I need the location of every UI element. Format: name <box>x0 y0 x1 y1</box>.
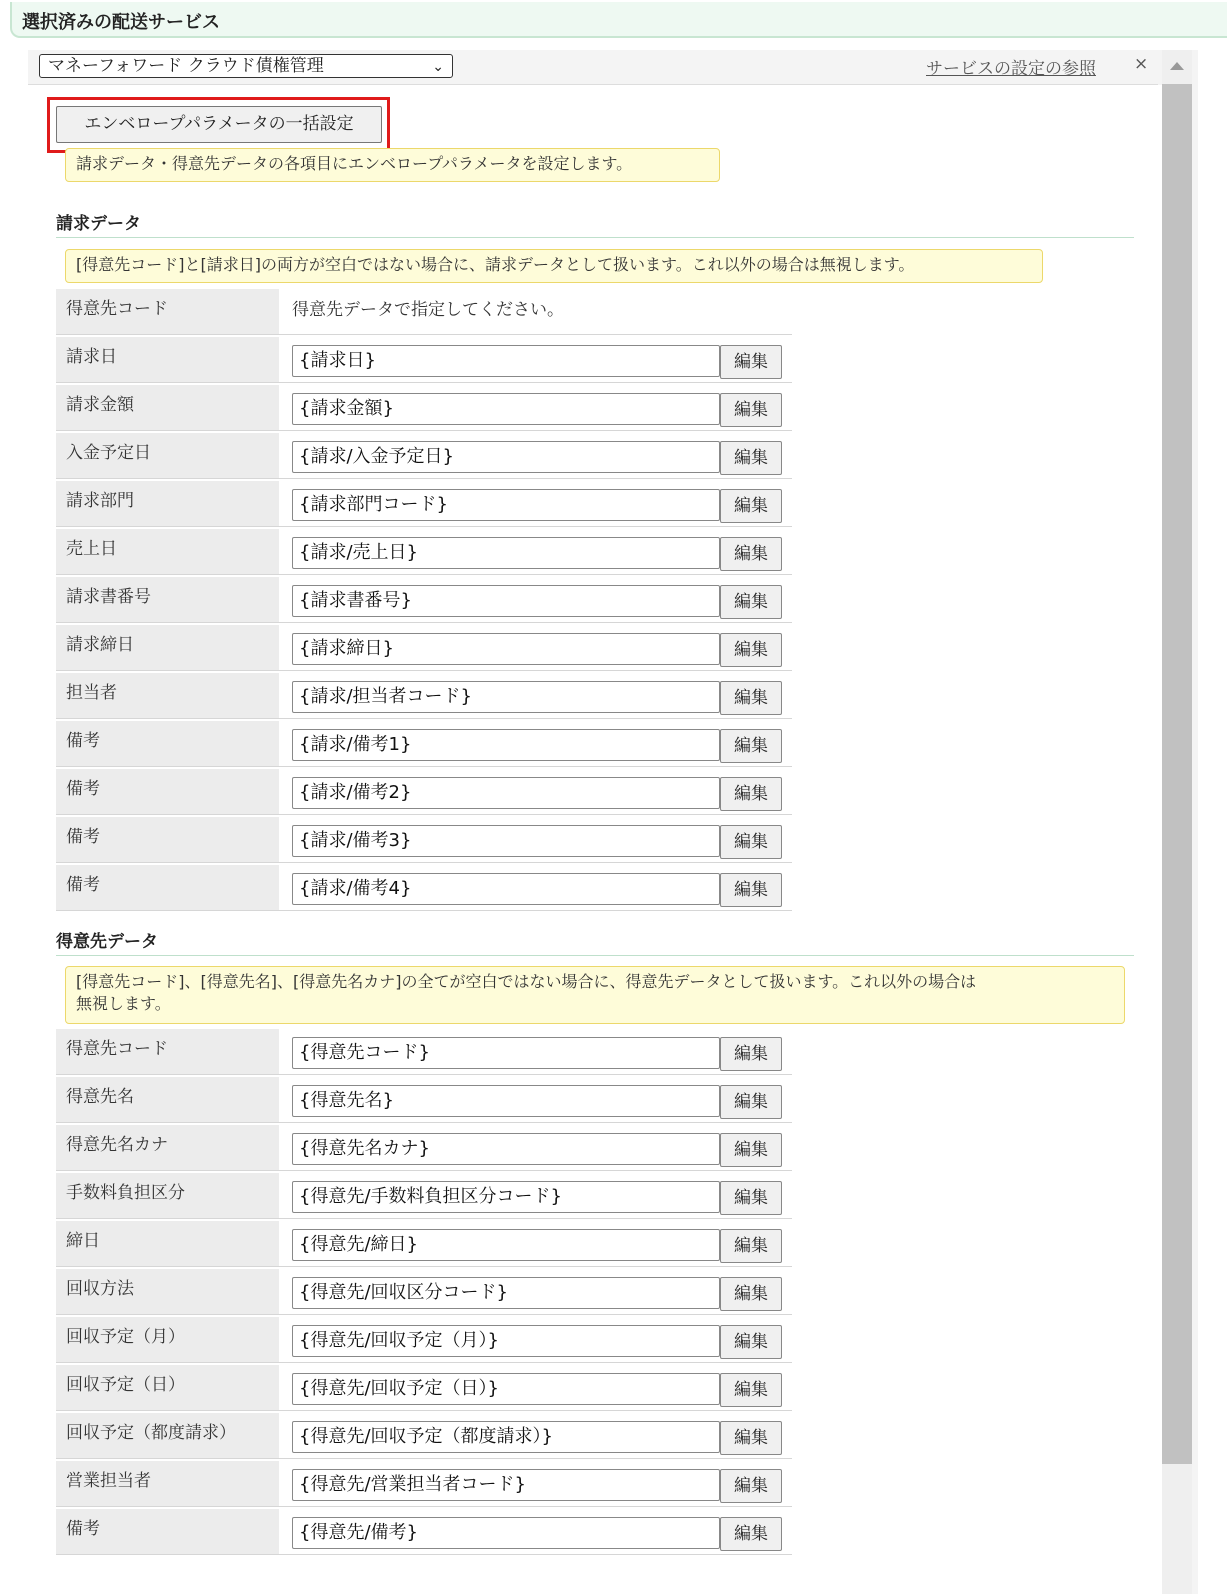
parameter-input[interactable]: {得意先/手数料負担区分コード} <box>292 1181 720 1213</box>
row-label: 得意先名 <box>56 1077 279 1122</box>
parameter-input[interactable]: {得意先/営業担当者コード} <box>292 1469 720 1501</box>
parameter-input[interactable]: {得意先コード} <box>292 1037 720 1069</box>
edit-button[interactable]: 編集 <box>720 1325 782 1359</box>
edit-button[interactable]: 編集 <box>720 1373 782 1407</box>
row-label: 売上日 <box>56 529 279 574</box>
row-label: 回収予定（都度請求） <box>56 1413 279 1458</box>
parameter-input[interactable]: {請求部門コード} <box>292 489 720 521</box>
scrollbar-thumb[interactable] <box>1162 84 1192 1464</box>
table-row <box>56 289 792 335</box>
invoice-heading: 請求データ <box>56 214 141 234</box>
table-row <box>56 577 792 623</box>
parameter-input[interactable]: {請求/備考4} <box>292 873 720 905</box>
parameter-input[interactable]: {請求/担当者コード} <box>292 681 720 713</box>
edit-button[interactable]: 編集 <box>720 1085 782 1119</box>
close-icon[interactable]: × <box>1134 54 1149 74</box>
edit-button[interactable]: 編集 <box>720 681 782 715</box>
customer-heading-divider <box>56 955 1134 956</box>
row-label: 備考 <box>56 721 279 766</box>
customer-note-line1: [得意先コード]、[得意先名]、[得意先名カナ]の全てが空白ではない場合に、得意先データとして扱います。これ以外の場合は <box>76 972 977 991</box>
edit-button[interactable]: 編集 <box>720 777 782 811</box>
customer-note-line2: 無視します。 <box>76 994 171 1013</box>
section-title: 選択済みの配送サービス <box>22 12 220 33</box>
parameter-input[interactable]: {請求/備考3} <box>292 825 720 857</box>
row-label: 締日 <box>56 1221 279 1266</box>
table-row <box>56 481 792 527</box>
scrollbar[interactable] <box>1162 50 1192 1594</box>
parameter-input[interactable]: {請求/売上日} <box>292 537 720 569</box>
table-row <box>56 673 792 719</box>
table-row <box>56 865 792 911</box>
bulk-envelope-button[interactable]: エンベロープパラメータの一括設定 <box>56 106 382 143</box>
customer-heading: 得意先データ <box>56 932 158 952</box>
edit-button[interactable]: 編集 <box>720 441 782 475</box>
table-row <box>56 1461 792 1507</box>
parameter-input[interactable]: {得意先名} <box>292 1085 720 1117</box>
edit-button[interactable]: 編集 <box>720 537 782 571</box>
row-label: 請求締日 <box>56 625 279 670</box>
edit-button[interactable]: 編集 <box>720 585 782 619</box>
service-settings-link[interactable]: サービスの設定の参照 <box>926 59 1096 79</box>
parameter-input[interactable]: {得意先/備考} <box>292 1517 720 1549</box>
table-row <box>56 1029 792 1075</box>
row-label: 備考 <box>56 1509 279 1554</box>
edit-button[interactable]: 編集 <box>720 489 782 523</box>
service-select[interactable] <box>39 54 453 78</box>
parameter-input[interactable]: {得意先/回収予定（月）} <box>292 1325 720 1357</box>
table-row <box>56 817 792 863</box>
table-row <box>56 769 792 815</box>
section-header <box>10 2 1227 38</box>
table-row <box>56 1077 792 1123</box>
row-label: 営業担当者 <box>56 1461 279 1506</box>
edit-button[interactable]: 編集 <box>720 1469 782 1503</box>
edit-button[interactable]: 編集 <box>720 1229 782 1263</box>
table-row <box>56 1269 792 1315</box>
scroll-up-icon[interactable] <box>1170 62 1184 70</box>
table-row <box>56 385 792 431</box>
table-row <box>56 1413 792 1459</box>
parameter-input[interactable]: {得意先/締日} <box>292 1229 720 1261</box>
row-label: 請求書番号 <box>56 577 279 622</box>
edit-button[interactable]: 編集 <box>720 393 782 427</box>
parameter-input[interactable]: {請求書番号} <box>292 585 720 617</box>
row-label: 請求部門 <box>56 481 279 526</box>
table-row <box>56 625 792 671</box>
customer-note <box>65 966 1125 1024</box>
invoice-heading-divider <box>56 237 1134 238</box>
table-row <box>56 529 792 575</box>
chevron-down-icon: ⌄ <box>432 59 444 75</box>
row-label: 得意先コード <box>56 289 279 334</box>
edit-button[interactable]: 編集 <box>720 1181 782 1215</box>
parameter-input[interactable]: {請求締日} <box>292 633 720 665</box>
edit-button[interactable]: 編集 <box>720 1277 782 1311</box>
row-label: 手数料負担区分 <box>56 1173 279 1218</box>
edit-button[interactable]: 編集 <box>720 633 782 667</box>
edit-button[interactable]: 編集 <box>720 1421 782 1455</box>
parameter-input[interactable]: {請求/備考1} <box>292 729 720 761</box>
parameter-input[interactable]: {得意先/回収予定（都度請求）} <box>292 1421 720 1453</box>
parameter-input[interactable]: {請求日} <box>292 345 720 377</box>
edit-button[interactable]: 編集 <box>720 345 782 379</box>
row-label: 得意先コード <box>56 1029 279 1074</box>
service-select-value: マネーフォワード クラウド債権管理 <box>48 56 324 76</box>
table-row <box>56 1173 792 1219</box>
edit-button[interactable]: 編集 <box>720 729 782 763</box>
row-label: 備考 <box>56 817 279 862</box>
invoice-note: [得意先コード]と[請求日]の両方が空白ではない場合に、請求データとして扱います。これ以外の場合は無視します。 <box>65 249 1043 283</box>
parameter-input[interactable]: {請求金額} <box>292 393 720 425</box>
parameter-input[interactable]: {請求/入金予定日} <box>292 441 720 473</box>
service-toolbar <box>28 50 1158 85</box>
row-label: 回収予定（日） <box>56 1365 279 1410</box>
parameter-input[interactable]: {得意先/回収区分コード} <box>292 1277 720 1309</box>
row-label: 回収方法 <box>56 1269 279 1314</box>
edit-button[interactable]: 編集 <box>720 873 782 907</box>
table-row <box>56 337 792 383</box>
row-label: 備考 <box>56 865 279 910</box>
row-label: 入金予定日 <box>56 433 279 478</box>
edit-button[interactable]: 編集 <box>720 1517 782 1551</box>
row-static-text: 得意先データで指定してください。 <box>292 300 564 320</box>
row-label: 得意先名カナ <box>56 1125 279 1170</box>
parameter-input[interactable]: {得意先/回収予定（日）} <box>292 1373 720 1405</box>
edit-button[interactable]: 編集 <box>720 825 782 859</box>
row-label: 備考 <box>56 769 279 814</box>
row-label: 請求日 <box>56 337 279 382</box>
edit-button[interactable]: 編集 <box>720 1037 782 1071</box>
table-row <box>56 1317 792 1363</box>
parameter-input[interactable]: {得意先名カナ} <box>292 1133 720 1165</box>
row-label: 担当者 <box>56 673 279 718</box>
bulk-note: 請求データ・得意先データの各項目にエンベロープパラメータを設定します。 <box>65 148 720 182</box>
table-row <box>56 1365 792 1411</box>
table-row <box>56 1509 792 1555</box>
edit-button[interactable]: 編集 <box>720 1133 782 1167</box>
row-label: 回収予定（月） <box>56 1317 279 1362</box>
table-row <box>56 1221 792 1267</box>
table-row <box>56 433 792 479</box>
parameter-input[interactable]: {請求/備考2} <box>292 777 720 809</box>
table-row <box>56 721 792 767</box>
table-row <box>56 1125 792 1171</box>
row-label: 請求金額 <box>56 385 279 430</box>
